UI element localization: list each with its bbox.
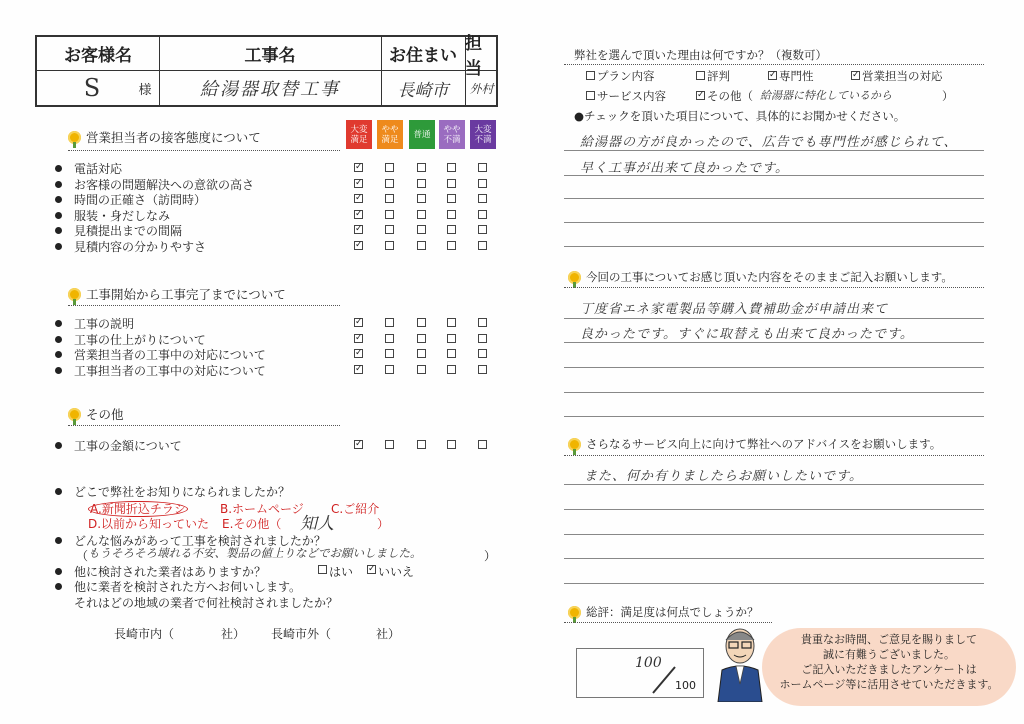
staff-mascot-illustration — [714, 624, 766, 702]
rating-checkbox[interactable]: ✓ — [355, 332, 363, 343]
rating-header-4: やや 不満 — [439, 120, 465, 149]
impression-line-2: 良かったです。すぐに取替えも出来て良かったです。 — [580, 327, 914, 342]
flower-icon — [568, 606, 581, 619]
reason-detail-line-2: 早く工事が出来て良かったです。 — [580, 161, 789, 176]
question-other-vendors: 他に検討された業者はありますか？ — [55, 563, 266, 580]
flower-icon — [568, 438, 581, 451]
rating-checkbox[interactable]: ✓ — [355, 363, 363, 374]
rating-checkbox[interactable] — [385, 440, 394, 449]
question-row — [55, 331, 206, 348]
reason-label: サービス内容 — [597, 89, 666, 103]
rating-checkbox[interactable] — [478, 194, 487, 203]
section-title: 工事開始から工事完了までについて — [86, 287, 286, 302]
option-other: E.その他（ — [222, 517, 282, 531]
rating-checkbox[interactable] — [447, 241, 456, 250]
question-row — [55, 160, 122, 177]
option-other-close: ） — [377, 517, 390, 531]
rating-checkbox[interactable]: ✓ — [355, 193, 363, 203]
section-advice: さらなるサービス向上に向けて弊社へのアドバイスをお願いします。 — [568, 436, 941, 452]
checkbox-no[interactable]: ✓ — [368, 564, 376, 574]
rating-checkbox[interactable] — [447, 440, 456, 449]
rating-checkbox[interactable] — [385, 365, 394, 374]
customer-name-label: お客様名 — [64, 46, 132, 66]
reason-detail-line-1: 給湯器の方が良かったので、広告でも専門性が感じられて、 — [580, 135, 958, 150]
customer-name-value: S — [83, 74, 101, 102]
rating-checkbox[interactable] — [447, 225, 456, 234]
rating-checkbox[interactable] — [478, 365, 487, 374]
reason-label: 評判 — [707, 69, 730, 83]
question-row — [55, 222, 182, 239]
address-label: お住まい — [389, 46, 457, 66]
rating-checkbox[interactable] — [417, 225, 426, 234]
rating-checkbox[interactable] — [385, 334, 394, 343]
option-known-before: D.以前から知っていた — [88, 517, 210, 531]
section-score: 総評：満足度は何点でしょうか？ — [568, 604, 759, 620]
option-newspaper: A.新聞折込チラシ — [90, 502, 186, 516]
rating-checkbox[interactable] — [385, 349, 394, 358]
reason-checkbox[interactable] — [696, 71, 705, 80]
question-row — [55, 238, 206, 255]
option-other-value: 知人 — [300, 514, 334, 534]
section-title: 営業担当者の接客態度について — [86, 130, 261, 145]
thanks-message: 貴重なお時間、ご意見を賜りまして 誠に有難うございました。 ご記入いただきましたアンケートは ホームページ等に活用させていただきます。 — [779, 633, 999, 691]
rating-checkbox[interactable] — [385, 210, 394, 219]
rating-header-2: やや 満足 — [377, 120, 403, 149]
address-value: 長崎市 — [397, 80, 449, 101]
staff-label: 担当 — [465, 33, 482, 79]
reason-label: プラン内容 — [597, 69, 655, 83]
rating-checkbox[interactable]: ✓ — [355, 162, 363, 172]
section-impression: 今回の工事についてお感じ頂いた内容をそのままご記入お願いします。 — [568, 269, 953, 285]
rating-checkbox[interactable] — [478, 349, 487, 358]
rating-checkbox[interactable] — [478, 210, 487, 219]
concern-answer: もうそろそろ壊れる不安、製品の値上りなどでお願いしました。 — [88, 546, 422, 560]
score-box — [576, 648, 704, 698]
section-construction — [68, 285, 286, 303]
question-label: 見積提出までの間隔 — [74, 224, 183, 238]
flower-icon — [568, 271, 581, 284]
question-concern: どんな悩みがあって工事を検討されましたか？ — [55, 532, 326, 549]
rating-checkbox[interactable] — [478, 440, 487, 449]
rating-checkbox[interactable]: ✓ — [355, 208, 363, 219]
question-label: 服装・身だしなみ — [74, 208, 171, 223]
rating-checkbox[interactable]: ✓ — [355, 317, 363, 327]
rating-checkbox[interactable] — [417, 318, 426, 327]
work-name-label: 工事名 — [244, 46, 296, 66]
rating-checkbox[interactable] — [385, 318, 394, 327]
flower-icon — [68, 408, 81, 421]
rating-checkbox[interactable] — [417, 241, 426, 250]
reason-checkbox[interactable] — [586, 71, 595, 80]
option-referral: C.ご紹介 — [331, 502, 380, 516]
rating-checkbox[interactable] — [385, 225, 394, 234]
rating-header-5: 大変 不満 — [470, 120, 496, 149]
rating-checkbox[interactable] — [447, 365, 456, 374]
section-title: その他 — [86, 407, 124, 422]
reason-label: 営業担当の対応 — [862, 69, 943, 83]
impression-line-1: 丁度省エネ家電製品等購入費補助金が申請出来て — [580, 302, 889, 317]
rating-checkbox[interactable] — [447, 318, 456, 327]
reason-checkbox[interactable]: ✓ — [852, 70, 860, 80]
rating-checkbox[interactable] — [447, 349, 456, 358]
rating-checkbox[interactable] — [417, 194, 426, 203]
rating-checkbox[interactable] — [447, 334, 456, 343]
question-row — [55, 437, 182, 454]
question-how-found: どこで弊社をお知りになられましたか？ — [55, 483, 290, 500]
reason-checkbox[interactable]: ✓ — [769, 70, 777, 80]
section-sales-attitude — [68, 128, 261, 146]
rating-checkbox[interactable] — [447, 194, 456, 203]
reason-question: 弊社を選んで頂いた理由は何ですか？（複数可） — [574, 48, 827, 62]
advice-line-1: また、何か有りましたらお願いしたいです。 — [584, 469, 863, 484]
rating-checkbox[interactable] — [417, 163, 426, 172]
rating-checkbox[interactable]: ✓ — [355, 348, 363, 358]
reason-label: 専門性 — [779, 69, 814, 83]
question-row — [55, 315, 134, 332]
rating-checkbox[interactable] — [417, 179, 426, 188]
rating-checkbox[interactable] — [417, 440, 426, 449]
reason-label: その他（ — [707, 89, 753, 103]
flower-icon — [68, 288, 81, 301]
rating-checkbox[interactable] — [417, 365, 426, 374]
rating-checkbox[interactable] — [478, 179, 487, 188]
checkbox-yes[interactable] — [318, 565, 327, 574]
count-in-city: 長崎市内（ — [114, 627, 175, 641]
question-row — [55, 362, 266, 379]
rating-checkbox[interactable] — [417, 349, 426, 358]
rating-header-1: 大変 満足 — [346, 120, 372, 149]
question-label: 時間の正確さ（訪問時） — [74, 193, 207, 207]
question-label: 工事の説明 — [74, 317, 135, 331]
honorific: 様 — [138, 82, 152, 98]
count-outside-city: 長崎市外（ — [271, 627, 332, 641]
question-label: お客様の問題解決への意欲の高さ — [74, 177, 255, 192]
flower-icon — [68, 131, 81, 144]
question-label: 工事の仕上がりについて — [74, 332, 206, 347]
score-value: 100 — [635, 655, 662, 671]
staff-value: 外村 — [469, 81, 494, 96]
rating-checkbox[interactable] — [417, 334, 426, 343]
option-homepage: B.ホームページ — [220, 502, 304, 516]
rating-checkbox[interactable] — [478, 163, 487, 172]
rating-checkbox[interactable] — [385, 179, 394, 188]
rating-checkbox[interactable] — [447, 210, 456, 219]
rating-checkbox[interactable] — [478, 225, 487, 234]
rating-checkbox[interactable] — [478, 241, 487, 250]
question-row — [55, 346, 266, 363]
question-vendor-region: 他に業者を検討された方へお伺いします。 — [55, 578, 301, 595]
reason-checkbox[interactable]: ✓ — [697, 90, 705, 100]
work-name-value: 給湯器取替工事 — [200, 79, 340, 100]
question-label: 工事担当者の工事中の対応について — [74, 363, 266, 378]
rating-checkbox[interactable]: ✓ — [355, 177, 363, 188]
rating-checkbox[interactable]: ✓ — [355, 239, 363, 250]
customer-info-table — [35, 35, 498, 107]
question-row — [55, 176, 254, 193]
question-label: 見積内容の分かりやすさ — [74, 239, 207, 254]
rating-checkbox[interactable] — [385, 163, 394, 172]
reason-checkbox[interactable] — [586, 91, 595, 100]
question-label: 電話対応 — [74, 162, 123, 176]
rating-checkbox[interactable] — [385, 241, 394, 250]
rating-checkbox[interactable]: ✓ — [355, 224, 363, 234]
rating-checkbox[interactable] — [385, 194, 394, 203]
rating-checkbox[interactable] — [447, 163, 456, 172]
score-max: 100 — [675, 679, 696, 692]
question-label: 営業担当者の工事中の対応について — [74, 348, 266, 362]
question-row — [55, 191, 206, 208]
rating-header-3: 普通 — [409, 120, 435, 149]
rating-checkbox[interactable] — [417, 210, 426, 219]
rating-checkbox[interactable] — [447, 179, 456, 188]
question-row — [55, 207, 170, 224]
section-other — [68, 405, 124, 423]
rating-checkbox[interactable]: ✓ — [355, 439, 363, 449]
reason-other-value: 給湯器に特化しているから — [760, 89, 892, 102]
rating-checkbox[interactable] — [478, 334, 487, 343]
question-label: 工事の金額について — [74, 439, 182, 453]
rating-checkbox[interactable] — [478, 318, 487, 327]
reason-detail-question: ●チェックを頂いた項目について、具体的にお聞かせください。 — [574, 109, 906, 123]
